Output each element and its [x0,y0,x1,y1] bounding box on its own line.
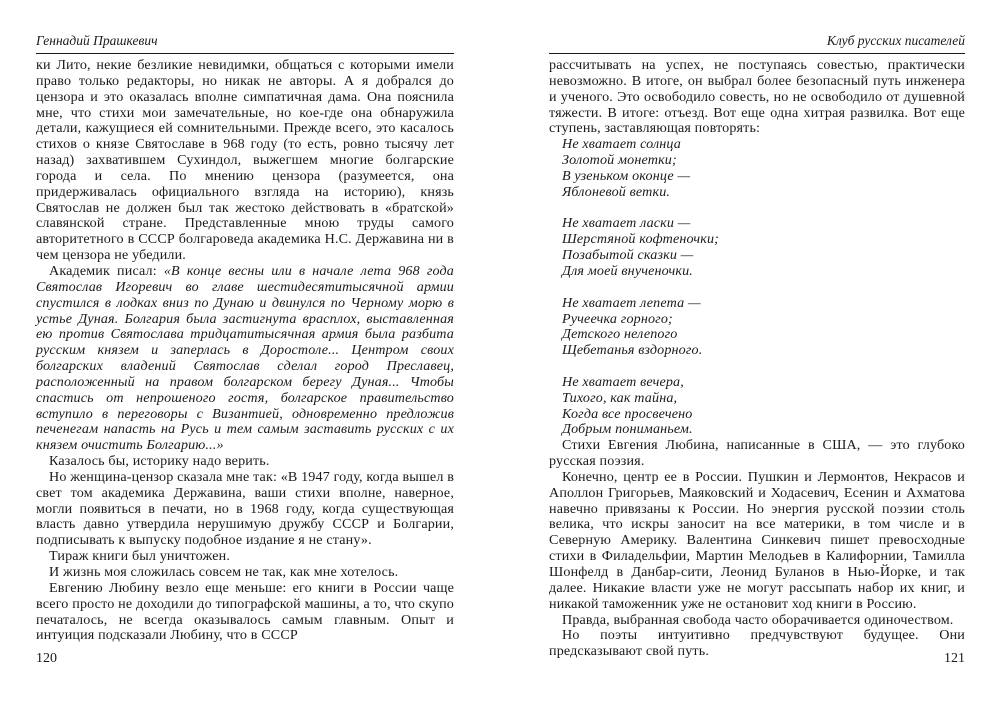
paragraph: Стихи Евгения Любина, написанные в США, — это глубоко русская поэзия. [549,437,965,470]
right-page-text [549,58,965,660]
poem-line: В узеньком оконце — [562,167,691,184]
paragraph: Евгению Любину везло еще меньше: его книги в России чаще всего просто не доходили до типографской машины, а то, что скупо печаталось, не всегда оказывалось самым главным. Опыт и интуиция подсказали Любину, что в СССР [36,579,454,644]
paragraph: рассчитывать на успех, не поступаясь совестью, практически невозможно. В итоге, он выбрал более безопасный путь инженера и ученого. Это освободило совесть, но не освободило от душевной тяжести. В итоге: отъезд. Вот еще одна хитрая развилка. Вот еще ступень, заставляющая повторять: [549,57,965,137]
poem-line: Детского нелепого [562,326,678,343]
poem-line: Яблоневой ветки. [562,183,671,200]
paragraph: Конечно, центр ее в России. Пушкин и Лермонтов, Некрасов и Аполлон Григорьев, Маяковский и Ходасевич, Есенин и Ахматова навечно привязаны к России. Но энергия русской поэзии столь велика, что искры заносит на все материки, в том числе и в Северную Америку. Валентина Синкевич пишет превосходные стихи в Филадельфии, Мартин Мелодьев в Калифорнии, Тамилла Шонфелд в Данбар-сити, Леонид Буланов в Нью-Йорке, и так далее. Никакие власти уже не могут рассыпать набор их книг, и никакой таможенник уже не остановит ход книги в Россию. [549,468,965,612]
poem-line: Позабытой сказки — [562,247,694,264]
running-header-author: Геннадий Прашкевич [36,33,158,48]
poem-line: Добрым пониманьем. [562,421,693,438]
quote-lead: Академик писал: [49,262,164,279]
paragraph: Но поэты интуитивно предчувствуют будущее. Они предсказывают свой путь. [549,627,965,660]
right-page [549,0,965,707]
quote-text: «В конце весны или в начале лета 968 года Святослав Игоревич во главе шестидесятитысячной армии спустился в лодках вниз по Дунаю и двинулся по Черному морю в устье Дуная. Болгария была застигнута врасплох, выставленная ею против Святослава тридцатитысячная армия была разбита русским князем и заперлась в Доростоле... Центром своих болгарских владений Святослав сделал город Преславец, расположенный на правом болгарском берегу Дуная... Чтобы спастись от непрошеного гостя, болгарское правительство вступило в переговоры с Византией, одновременно предложив печенегам напасть на Русь и тем самым заставить русских с их князем очистить Болгарию...» [36,262,455,454]
poem-stanza [562,216,965,279]
poem-line: Когда все просвечено [562,405,693,422]
paragraph: Правда, выбранная свобода часто оборачивается одиночеством. [562,611,954,628]
page-number: 120 [36,651,57,666]
poem-stanza [562,137,965,200]
running-header-title: Клуб русских писателей [826,33,965,48]
poem-line: Ручеечка горного; [562,310,673,327]
left-page [36,0,454,707]
poem-line: Шерстяной кофтеночки; [562,231,720,248]
quote-paragraph [36,264,454,454]
poem-line: Щебетанья вздорного. [562,342,703,359]
page-number: 121 [944,651,965,666]
poem-stanza [562,296,965,359]
header-rule [549,53,965,54]
paragraph: ки Лито, некие безликие невидимки, общаться с которыми имели право только редакторы, но никак не авторы. А я добрался до цензора и это оказалась вполне симпатичная дама. Она пояснила мне, что стихи мои замечательные, но кое-где она обнаружила детали, кажущиеся ей сомнительными. Прежде всего, это касалось стихов о князе Святославе в 968 году (то есть, ровно тысячу лет назад) захватившем Сухиндол, выжегшем многие болгарские города и села. По мнению цензора (разумеется, она придерживалась официального взгляда на историю), князь Святослав не должен был так жестоко действовать в «братской» славянской стране. Представленные мною труды самого авторитетного в СССР болгароведа академика Н.С. Державина ни в чем цензора не убедили. [36,57,454,264]
poem-line: Не хватает солнца [562,136,682,153]
paragraph: Тираж книги был уничтожен. [49,548,231,565]
poem-line: Для моей внученочки. [562,262,693,279]
poem-line: Золотой монетки; [562,152,677,169]
paragraph: Казалось бы, историку надо верить. [49,453,270,470]
poem-line: Тихого, как тайна, [562,389,678,406]
poem-line: Не хватает ласки — [562,215,691,232]
poem [549,137,965,438]
header-rule [36,53,454,54]
paragraph: И жизнь моя сложилась совсем не так, как мне хотелось. [49,564,399,580]
poem-stanza [562,375,965,438]
poem-line: Не хватает вечера, [562,373,684,390]
left-page-text [36,58,454,644]
paragraph: Но женщина-цензор сказала мне так: «В 1947 году, когда вышел в свет том академика Державина, ваши стихи вполне, наверное, могли появиться в печати, но в 1968 году, когда существующая власть давно утвердила нерушимую дружбу СССР и Болгарии, подписывать к выпуску подобное издание я не стану». [36,468,454,549]
poem-line: Не хватает лепета — [562,294,701,311]
